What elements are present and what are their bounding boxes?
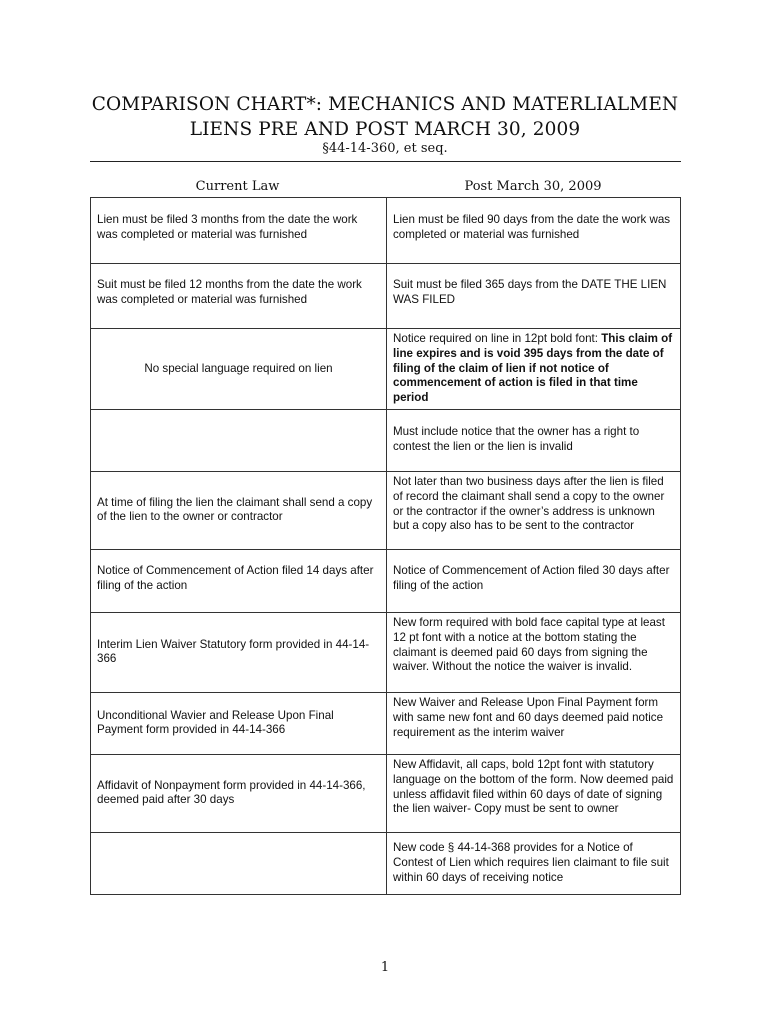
statute-reference: §44-14-360, et seq. <box>322 141 448 156</box>
title-line-1: COMPARISON CHART*: MECHANICS AND MATERLIALMEN <box>91 94 679 115</box>
current-law-cell: Lien must be filed 3 months from the date the work was completed or material was furnished <box>91 198 387 264</box>
post-law-cell: New Waiver and Release Upon Final Payment form with same new font and 60 days deemed paid notice requirement as the interim waiver <box>387 692 681 754</box>
current-law-cell: Suit must be filed 12 months from the date the work was completed or material was furnished <box>91 264 387 329</box>
comparison-table <box>90 197 681 895</box>
table-row <box>91 549 681 612</box>
table-row <box>91 198 681 264</box>
column-header-current-law: Current Law <box>195 179 280 194</box>
post-law-cell: New form required with bold face capital type at least 12 pt font with a notice at the bottom stating the claimant is deemed paid 60 days from signing the waiver. Without the notice the waiver is invalid. <box>387 612 681 692</box>
post-law-cell <box>387 329 681 410</box>
current-law-cell: At time of filing the lien the claimant shall send a copy of the lien to the owner or contractor <box>91 471 387 549</box>
post-law-cell: Suit must be filed 365 days from the DATE THE LIEN WAS FILED <box>387 264 681 329</box>
post-law-cell: New code § 44-14-368 provides for a Notice of Contest of Lien which requires lien claimant to file suit within 60 days of receiving notice <box>387 832 681 894</box>
table-row <box>91 471 681 549</box>
page-number: 1 <box>380 960 390 975</box>
post-law-cell: Not later than two business days after the lien is filed of record the claimant shall send a copy to the owner or the contractor if the owner’s address is unknown but a copy also has to be sent to the contractor <box>387 471 681 549</box>
title-line-2: LIENS PRE AND POST MARCH 30, 2009 <box>189 119 581 140</box>
header-rule <box>90 161 681 162</box>
notice-required-text: This claim of line expires and is void 395 days from the date of filing of the claim of lien if not notice of commencement of action is filed in that time period <box>393 332 673 405</box>
post-law-cell: Lien must be filed 90 days from the date the work was completed or material was furnished <box>387 198 681 264</box>
notice-intro-text: Notice required on line in 12pt bold font: <box>393 332 602 345</box>
table-row <box>91 612 681 692</box>
current-law-cell: Affidavit of Nonpayment form provided in 44-14-366, deemed paid after 30 days <box>91 754 387 832</box>
post-law-cell: New Affidavit, all caps, bold 12pt font with statutory language on the bottom of the form. Now deemed paid unless affidavit filed within 60 days of date of signing the lien waiver- Copy must be sent to owner <box>387 754 681 832</box>
current-law-cell <box>91 832 387 894</box>
post-law-cell: Must include notice that the owner has a right to contest the lien or the lien is invalid <box>387 409 681 471</box>
current-law-cell: Interim Lien Waiver Statutory form provided in 44-14-366 <box>91 612 387 692</box>
table-row <box>91 409 681 471</box>
column-header-post-2009: Post March 30, 2009 <box>464 179 602 194</box>
table-row <box>91 264 681 329</box>
current-law-cell <box>91 409 387 471</box>
current-law-cell: Unconditional Wavier and Release Upon Final Payment form provided in 44-14-366 <box>91 692 387 754</box>
post-law-cell: Notice of Commencement of Action filed 30 days after filing of the action <box>387 549 681 612</box>
table-row <box>91 329 681 410</box>
table-row <box>91 692 681 754</box>
current-law-cell: Notice of Commencement of Action filed 14 days after filing of the action <box>91 549 387 612</box>
table-row <box>91 832 681 894</box>
current-law-cell: No special language required on lien <box>91 329 387 410</box>
table-row <box>91 754 681 832</box>
document-title <box>60 92 710 142</box>
